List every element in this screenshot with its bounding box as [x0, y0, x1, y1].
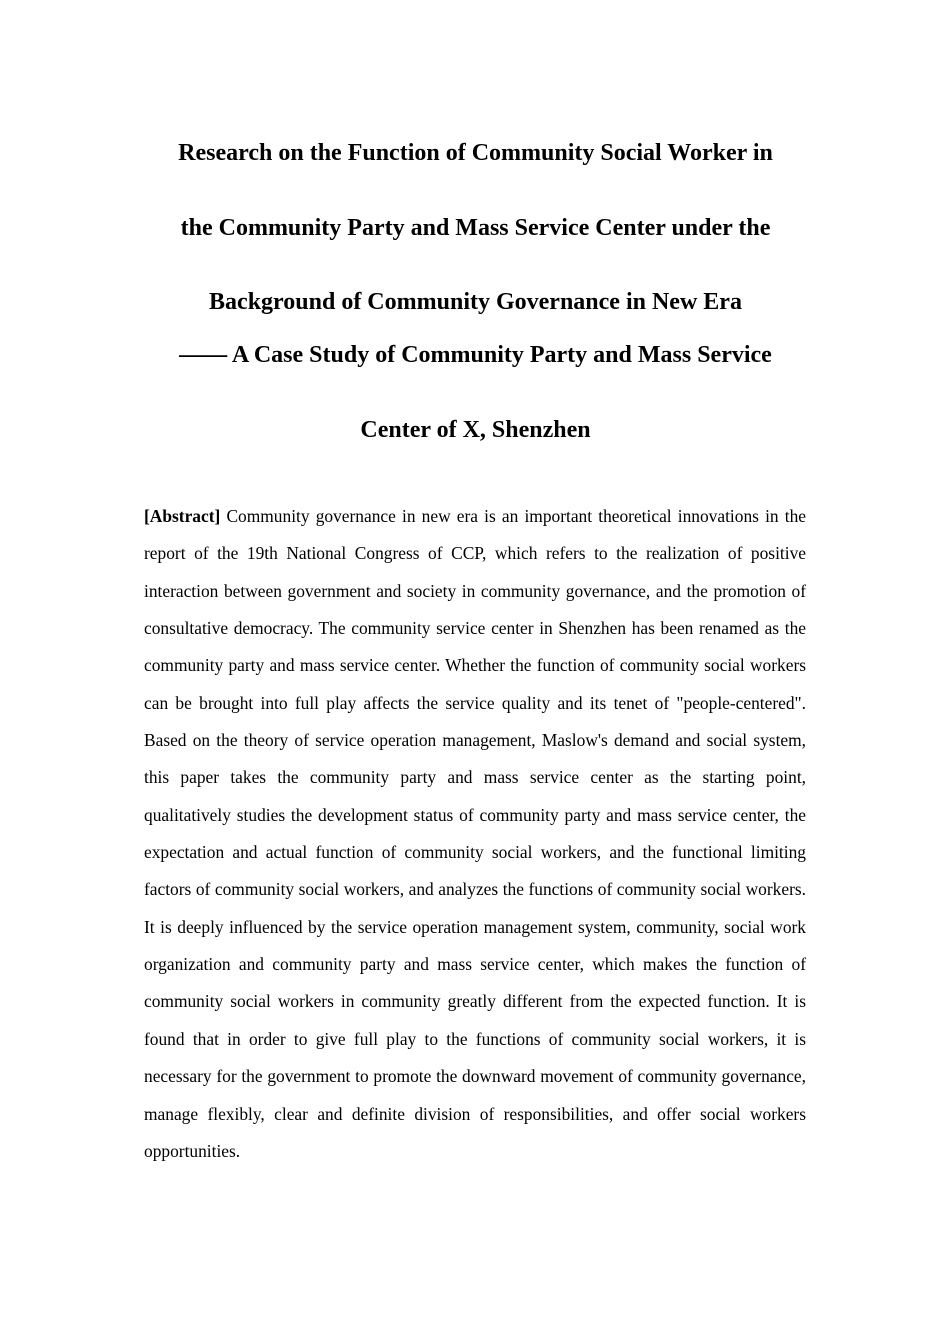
subtitle-line-2: Center of X, Shenzhen: [360, 416, 591, 443]
title-line-1: Research on the Function of Community Social Worker in: [178, 140, 773, 166]
subtitle-line-1: —— A Case Study of Community Party and Mass Service: [179, 342, 772, 368]
title-line-3: Background of Community Governance in New Era: [209, 289, 742, 316]
abstract-text: Community governance in new era is an important theoretical innovations in the report of the 19th National Congress of CCP, which refers to the realization of positive interaction between government and society in community governance, and the promotion of consultative democracy. The community service center in Shenzhen has been renamed as the community party and mass service center. Whether the function of community social workers can be brought into full play affects the service quality and its tenet of "people-centered". Based on the theory of service operation management, Maslow's demand and social system, this paper takes the community party and mass service center as the starting point, qualitatively studies the development status of community party and mass service center, the expectation and actual function of community social workers, and the functional limiting factors of community social workers, and analyzes the functions of community social workers. It is deeply influenced by the service operation management system, community, social work organization and community party and mass service center, which makes the function of community social workers in community greatly different from the expected function. It is found that in order to give full play to the functions of community social workers, it is necessary for the government to promote the downward movement of community governance, manage flexibly, clear and definite division of responsibilities, and offer social workers opportunities.: [144, 506, 806, 1161]
paper-title: [145, 116, 806, 340]
abstract-label: [Abstract]: [144, 506, 221, 526]
title-line-2: the Community Party and Mass Service Center under the: [180, 214, 771, 241]
abstract-paragraph: [144, 498, 806, 1170]
paper-subtitle: [145, 318, 806, 467]
